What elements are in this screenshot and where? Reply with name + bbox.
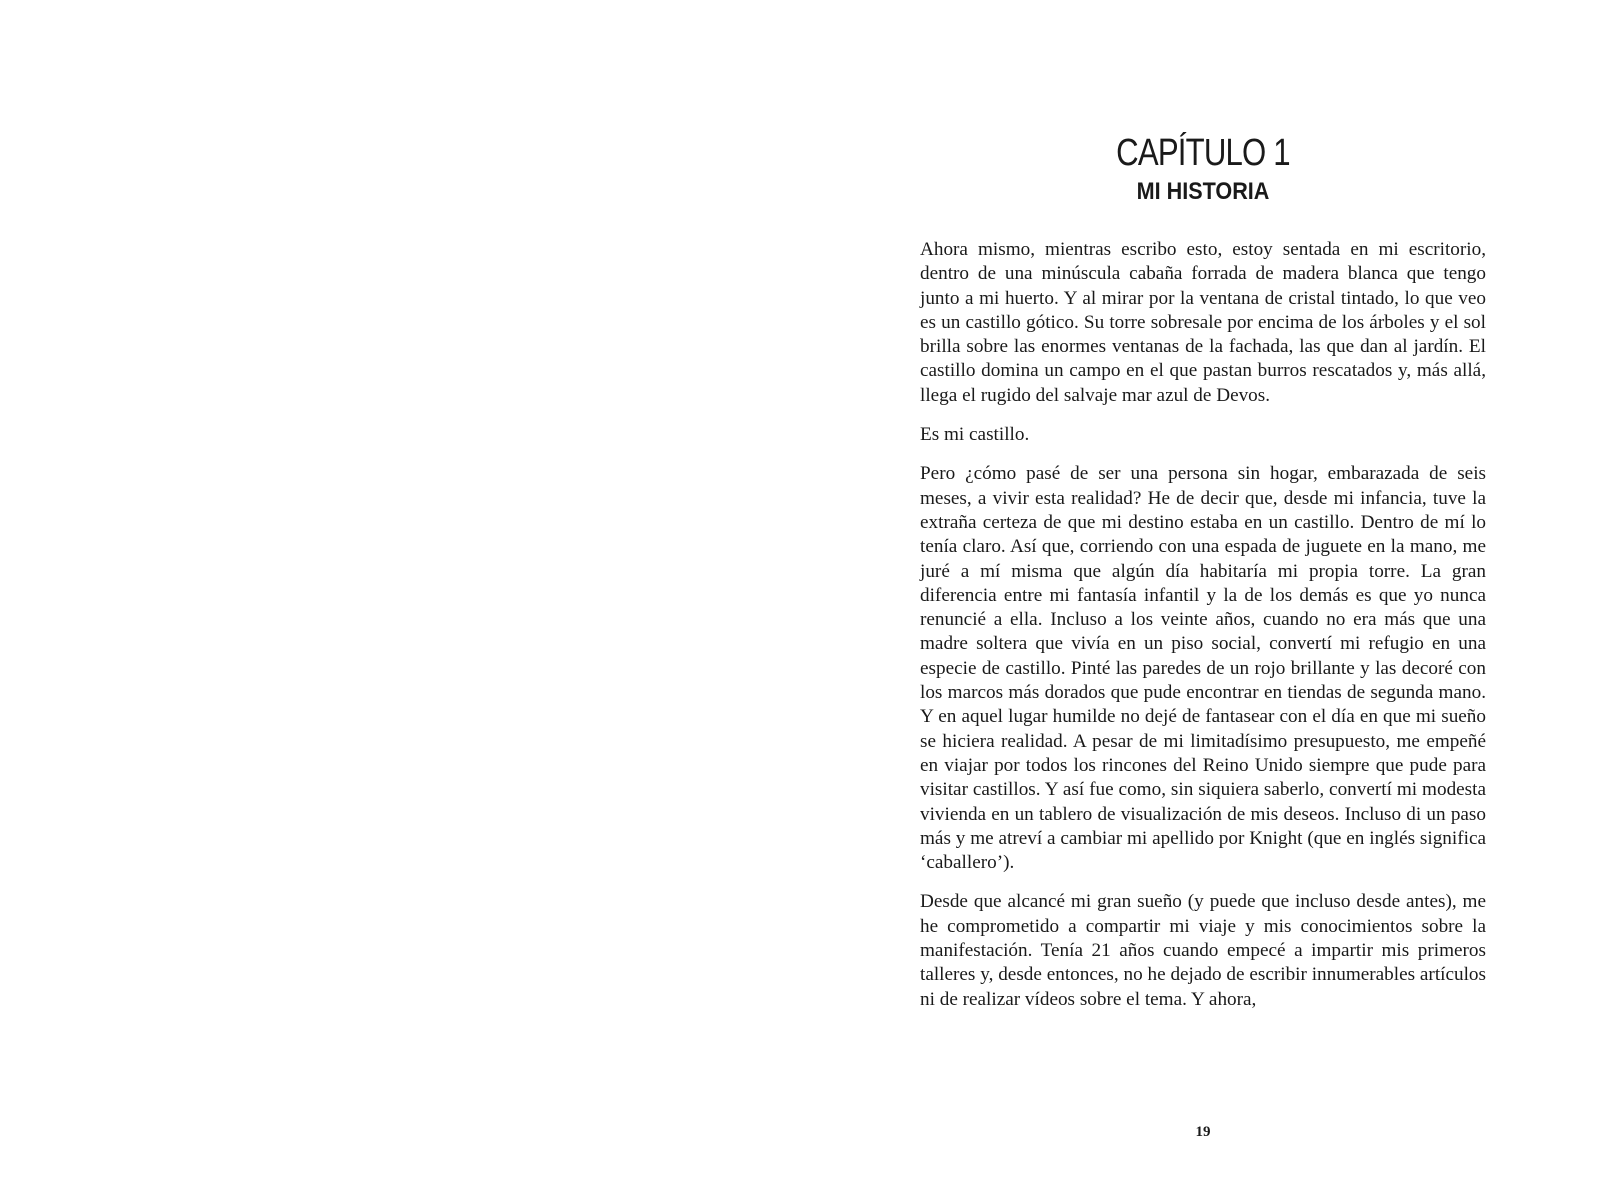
paragraph-1: Ahora mismo, mientras escribo esto, estoy sentada en mi escritorio, dentro de una minúscula cabaña forrada de madera blanca que tengo junto a mi huerto. Y al mirar por la ventana de cristal tintado, lo que veo es un castillo gótico. Su torre sobresale por encima de los árboles y el sol brilla sobre las enormes ventanas de la fachada, las que dan al jardín. El castillo domina un campo en el que pastan burros rescatados y, más allá, llega el rugido del salvaje mar azul de Devos. (920, 239, 1486, 406)
chapter-title: MI HISTORIA (1136, 178, 1270, 205)
paragraph-4: Desde que alcancé mi gran sueño (y puede que incluso desde antes), me he comprometido a compartir mi viaje y mis conocimientos sobre la manifestación. Tenía 21 años cuando empecé a impartir mis primeros talleres y, desde entonces, no he dejado de escribir innumerables artículos ni de realizar vídeos sobre el tema. Y ahora, (920, 891, 1486, 1010)
chapter-label: CAPÍTULO 1 (1116, 132, 1290, 174)
page-number: 19 (1195, 1124, 1211, 1140)
body-text (920, 238, 1486, 1027)
chapter-heading (920, 130, 1486, 208)
right-page (800, 0, 1600, 1187)
paragraph-2: Es mi castillo. (920, 424, 1030, 446)
paragraph-3: Pero ¿cómo pasé de ser una persona sin hogar, embarazada de seis meses, a vivir esta realidad? He de decir que, desde mi infancia, tuve la extraña certeza de que mi destino estaba en un castillo. Dentro de mí lo tenía claro. Así que, corriendo con una espada de juguete en la mano, me juré a mí misma que algún día habitaría mi propia torre. La gran diferencia entre mi fantasía infantil y la de los demás es que yo nunca renuncié a ella. Incluso a los veinte años, cuando no era más que una madre soltera que vivía en un piso social, convertí mi refugio en una especie de castillo. Pinté las paredes de un rojo brillante y las decoré con los marcos más dorados que pude encontrar en tiendas de segunda mano. Y en aquel lugar humilde no dejé de fantasear con el día en que mi sueño se hiciera realidad. A pesar de mi limitadísimo presupuesto, me empeñé en viajar por todos los rincones del Reino Unido siempre que pude para visitar castillos. Y así fue como, sin siquiera saberlo, convertí mi modesta vivienda en un tablero de visualización de mis deseos. Incluso di un paso más y me atreví a cambiar mi apellido por Knight (que en inglés significa ‘caballero’). (920, 463, 1486, 874)
